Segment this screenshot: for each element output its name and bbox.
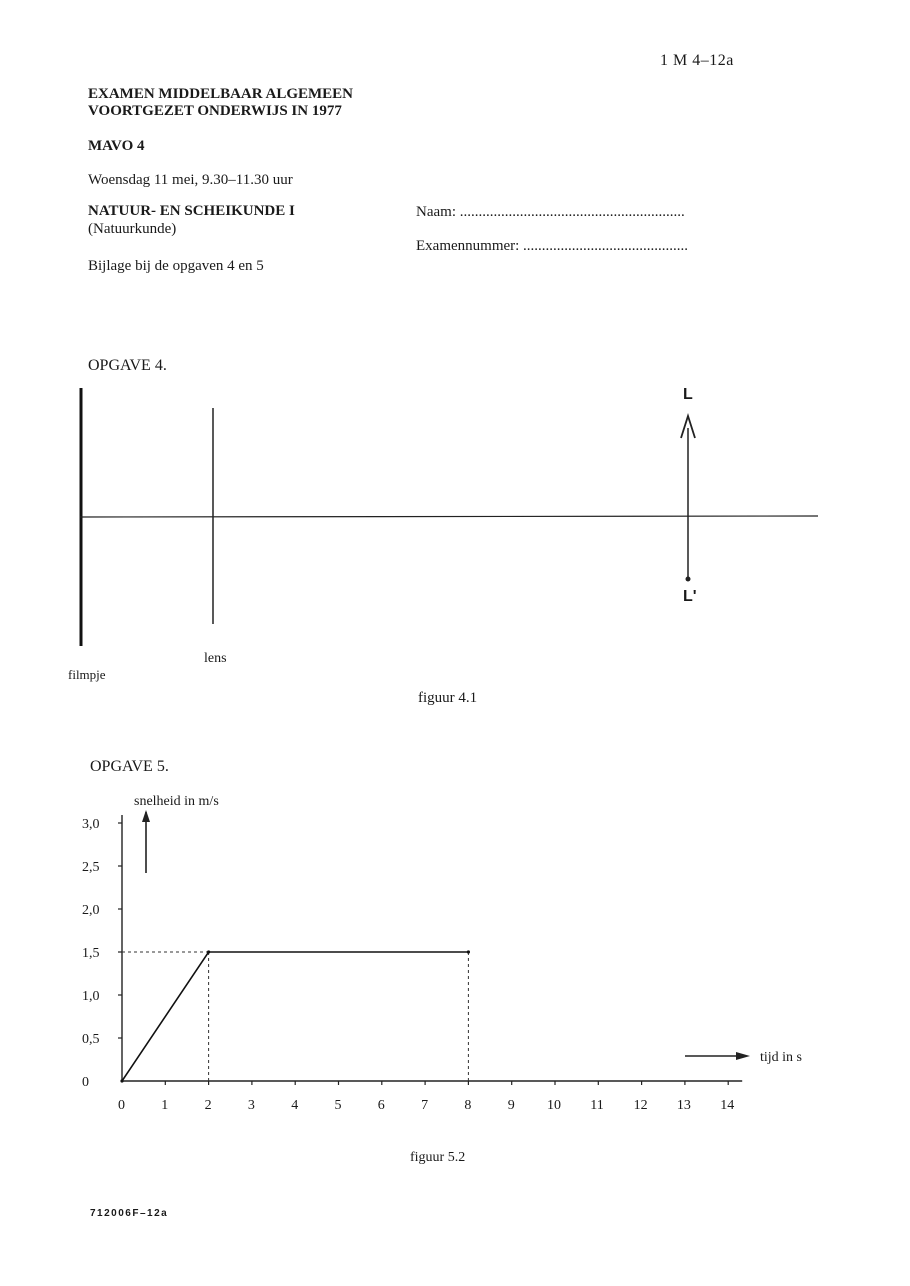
- data-point: [120, 1079, 123, 1082]
- x-tick-label: 8: [464, 1098, 472, 1113]
- attachment-note: Bijlage bij de opgaven 4 en 5: [88, 258, 264, 274]
- x-tick-label: 4: [291, 1098, 299, 1113]
- footer-code: 712006F–12a: [90, 1208, 169, 1219]
- exam-level: MAVO 4: [88, 138, 145, 154]
- x-tick-label: 14: [720, 1098, 735, 1113]
- exam-date: Woensdag 11 mei, 9.30–11.30 uur: [88, 172, 293, 188]
- y-tick-label: 1,0: [82, 989, 100, 1004]
- name-field[interactable]: Naam: ............................................................: [416, 204, 685, 220]
- opgave5-heading: OPGAVE 5.: [90, 758, 169, 775]
- y-tick-label: 0: [82, 1075, 89, 1090]
- label-film: filmpje: [68, 667, 106, 682]
- exam-subject: NATUUR- EN SCHEIKUNDE I: [88, 203, 295, 219]
- y-axis-label: snelheid in m/s: [134, 794, 219, 809]
- up-arrow-icon: [142, 810, 150, 822]
- label-L: L: [683, 386, 693, 403]
- y-tick-label: 2,0: [82, 903, 100, 918]
- x-tick-label: 7: [421, 1098, 429, 1113]
- y-tick-label: 0,5: [82, 1032, 100, 1047]
- x-tick-label: 1: [161, 1098, 169, 1113]
- x-tick-label: 6: [377, 1098, 385, 1113]
- exam-title-line1: EXAMEN MIDDELBAAR ALGEMEEN: [88, 86, 354, 102]
- x-tick-label: 0: [118, 1098, 125, 1113]
- document-code: 1 M 4–12a: [660, 52, 734, 69]
- x-tick-label: 3: [247, 1098, 255, 1113]
- x-tick-label: 2: [204, 1098, 212, 1113]
- x-tick-label: 12: [633, 1098, 648, 1113]
- label-lens: lens: [204, 651, 227, 666]
- data-point: [207, 950, 210, 953]
- data-point: [467, 950, 470, 953]
- x-tick-label: 10: [547, 1098, 561, 1113]
- label-L-prime: L': [683, 588, 697, 605]
- right-arrow-icon: [736, 1052, 750, 1060]
- figure-4-1-caption: figuur 4.1: [418, 690, 478, 706]
- exam-number-field[interactable]: Examennummer: ............................................: [416, 238, 689, 254]
- x-tick-label: 5: [334, 1098, 342, 1113]
- y-tick-label: 1,5: [82, 946, 100, 961]
- y-tick-label: 3,0: [82, 817, 100, 832]
- x-tick-label: 11: [590, 1098, 604, 1113]
- figure-5-2-caption: figuur 5.2: [410, 1150, 466, 1165]
- exam-subject-sub: (Natuurkunde): [88, 221, 177, 237]
- x-axis-label: tijd in s: [760, 1050, 803, 1065]
- opgave4-heading: OPGAVE 4.: [88, 357, 167, 374]
- exam-title-line2: VOORTGEZET ONDERWIJS IN 1977: [88, 103, 342, 119]
- x-tick-label: 9: [507, 1098, 515, 1113]
- x-tick-label: 13: [676, 1098, 691, 1113]
- y-tick-label: 2,5: [82, 860, 100, 875]
- series-line: [122, 952, 468, 1081]
